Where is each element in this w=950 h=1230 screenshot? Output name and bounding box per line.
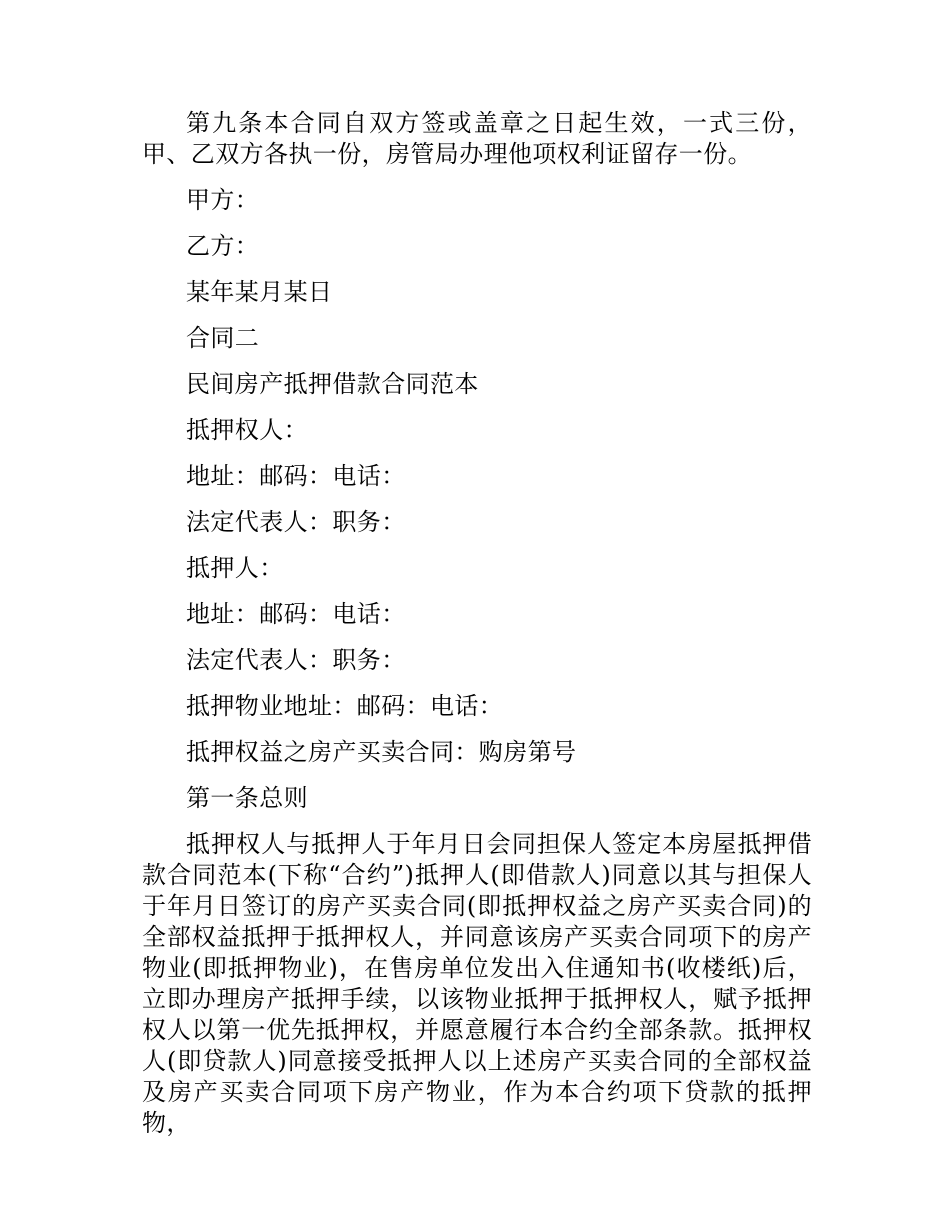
- mortgagee-representative-line: 法定代表人：职务：: [186, 508, 406, 536]
- mortgagor-representative-line: 法定代表人：职务：: [186, 646, 406, 674]
- party-b-label: 乙方：: [186, 232, 260, 260]
- date-line: 某年某月某日: [186, 278, 333, 306]
- mortgagor-address-line: 地址：邮码：电话：: [186, 600, 406, 628]
- article-one-body: 抵押权人与抵押人于年月日会同担保人签定本房屋抵押借款合同范本(下称“合约”)抵押人(即借款人)同意以其与担保人于年月日签订的房产买卖合同(即抵押权益之房产买卖合同)的全部权益抵押于抵押权人，并同意该房产买卖合同项下的房产物业(即抵押物业)，在售房单位发出入住通知书(收楼纸)后，立即办理房产抵押手续，以该物业抵押于抵押权人，赋予抵押权人以第一优先抵押权，并愿意履行本合约全部条款。抵押权人(即贷款人)同意接受抵押人以上述房产买卖合同的全部权益及房产买卖合同项下房产物业，作为本合约项下贷款的抵押物，: [142, 830, 812, 1137]
- contract-two-heading: 合同二: [186, 324, 260, 352]
- mortgagee-label: 抵押权人：: [186, 416, 308, 444]
- article-one-heading: 第一条总则: [186, 784, 308, 812]
- clause-nine-paragraph: 第九条本合同自双方签或盖章之日起生效，一式三份，甲、乙双方各执一份，房管局办理他项权利证留存一份。: [142, 109, 812, 168]
- contract-title: 民间房产抵押借款合同范本: [186, 370, 479, 398]
- purchase-contract-line: 抵押权益之房产买卖合同：购房第号: [186, 738, 577, 766]
- party-a-label: 甲方：: [186, 186, 260, 214]
- mortgagee-address-line: 地址：邮码：电话：: [186, 462, 406, 490]
- property-address-line: 抵押物业地址：邮码：电话：: [186, 692, 504, 720]
- mortgagor-label: 抵押人：: [186, 554, 284, 582]
- document-page: [142, 108, 812, 1139]
